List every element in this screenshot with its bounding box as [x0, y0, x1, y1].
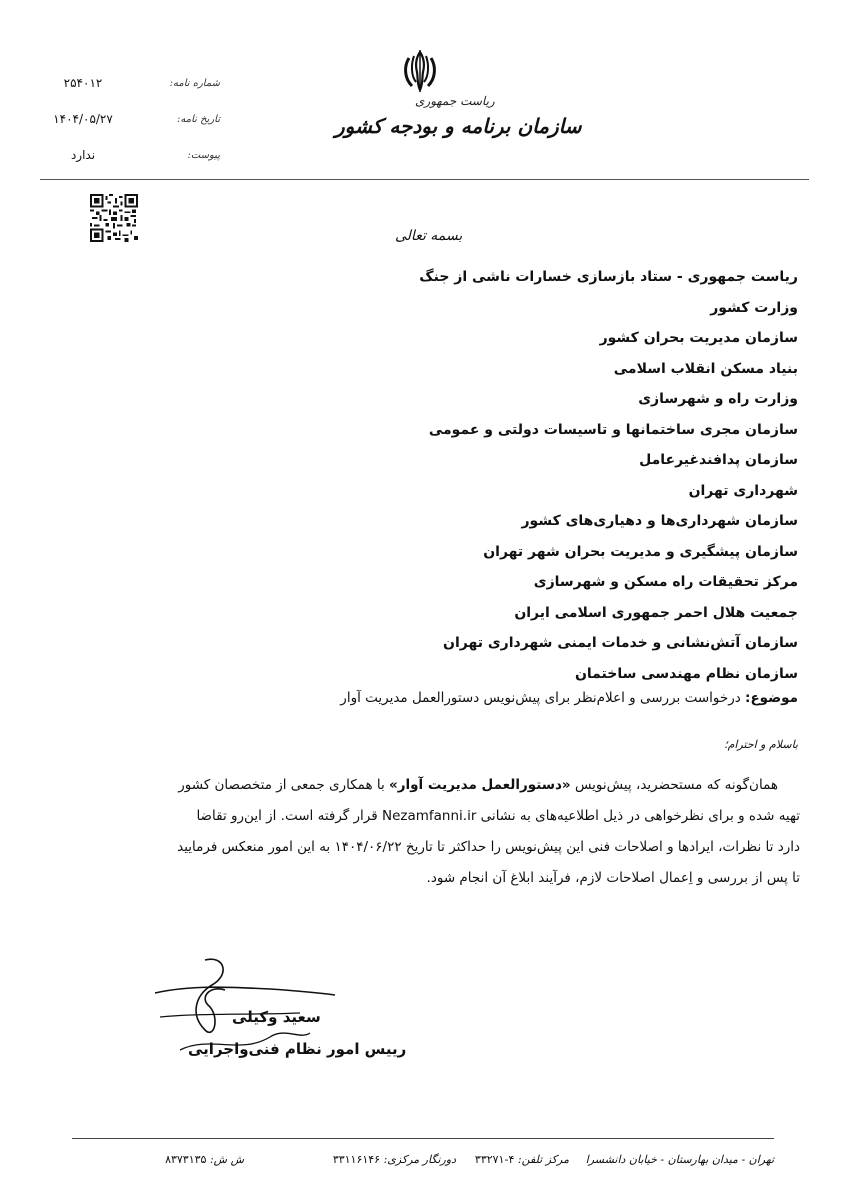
- phone-label: مرکز تلفن:: [517, 1153, 569, 1166]
- body-line: دارد تا نظرات، ایرادها و اصلاحات فنی این پیش‌نویس را حداکثر تا تاریخ ۱۴۰۴/۰۶/۲۲ به این امور منعکس فرمایید: [177, 839, 800, 855]
- qr-code-icon: [90, 194, 138, 242]
- recipient-item: مرکز تحقیقات راه مسکن و شهرسازی: [533, 574, 798, 590]
- letter-meta: [40, 78, 220, 186]
- recipient-item: سازمان شهرداری‌ها و دهیاری‌های کشور: [521, 513, 798, 529]
- meta-date-row: [40, 114, 220, 150]
- letter-date-label: تاریخ نامه:: [177, 114, 220, 125]
- footer-address: تهران - میدان بهارستان - خیابان دانشسرا: [585, 1153, 774, 1166]
- attachment-value: ندارد: [70, 148, 96, 162]
- recipient-item: وزارت راه و شهرسازی: [638, 391, 798, 407]
- header-divider: [40, 179, 809, 180]
- document-title-emphasis: «دستورالعمل مدیریت آوار»: [389, 777, 571, 793]
- phone-value: ۴-۳۳۲۷۱: [474, 1153, 515, 1166]
- national-emblem-icon: [400, 48, 440, 94]
- recipient-item: ریاست جمهوری - ستاد بازسازی خسارات ناشی از جنگ: [419, 269, 798, 285]
- body-text-fragment: با همکاری جمعی از متخصصان کشور: [178, 777, 390, 793]
- recipient-item: سازمان پدافندغیرعامل: [639, 452, 798, 468]
- recipient-item: شهرداری تهران: [688, 482, 798, 499]
- footer-id: [165, 1153, 244, 1166]
- org-parent-name: ریاست جمهوری: [415, 94, 495, 108]
- greeting: باسلام و احترام؛: [724, 738, 798, 751]
- letter-body: [58, 770, 800, 894]
- body-line: تا پس از بررسی و اِعمال اصلاحات لازم، فرآیند ابلاغ آن انجام شود.: [426, 870, 800, 886]
- fax-label: دورنگار مرکزی:: [383, 1153, 456, 1166]
- recipient-item: جمعیت هلال احمر جمهوری اسلامی ایران: [514, 604, 798, 621]
- footer-phone: [475, 1153, 569, 1166]
- body-text-fragment: همان‌گونه که مستحضرید، پیش‌نویس: [570, 777, 778, 793]
- footer-divider: [72, 1138, 774, 1139]
- id-label: ش ش:: [209, 1153, 244, 1166]
- meta-attachment-row: [40, 150, 220, 186]
- meta-number-row: [40, 78, 220, 114]
- recipient-item: سازمان پیشگیری و مدیریت بحران شهر تهران: [483, 543, 798, 560]
- letter-date-value: ۱۴۰۴/۰۵/۲۷: [53, 112, 113, 126]
- attachment-label: پیوست:: [187, 150, 220, 161]
- subject-line: [78, 690, 798, 706]
- recipient-item: سازمان آتش‌نشانی و خدمات ایمنی شهرداری تهران: [443, 635, 798, 651]
- letter-number-label: شماره نامه:: [169, 78, 220, 89]
- fax-value: ۳۳۱۱۶۱۴۶: [332, 1153, 381, 1166]
- recipients-list: [98, 262, 798, 689]
- recipient-item: بنیاد مسکن انقلاب اسلامی: [613, 360, 798, 377]
- recipient-item: سازمان نظام مهندسی ساختمان: [574, 665, 798, 682]
- footer-fax: [333, 1153, 456, 1166]
- letter-footer: [72, 1153, 774, 1177]
- body-line: [58, 770, 800, 801]
- recipient-item: سازمان مدیریت بحران کشور: [599, 330, 798, 346]
- signer-title: رییس امور نظام فنی‌واجرایی: [188, 1040, 407, 1058]
- id-value: ۸۳۷۳۱۳۵: [165, 1153, 207, 1166]
- subject-label: موضوع:: [745, 690, 798, 706]
- subject-text: درخواست بررسی و اعلام‌نظر برای پیش‌نویس دستورالعمل مدیریت آوار: [340, 690, 741, 706]
- letter-number-value: ۲۵۴۰۱۲: [63, 76, 103, 90]
- signer-name: سعید وکیلی: [232, 1008, 321, 1026]
- recipient-item: سازمان مجری ساختمانها و تاسیسات دولتی و عمومی: [428, 421, 798, 438]
- bismillah-heading: بسمه تعالی: [395, 228, 463, 244]
- recipient-item: وزارت کشور: [710, 299, 798, 316]
- org-name: سازمان برنامه و بودجه کشور: [335, 114, 582, 138]
- body-line: تهیه شده و برای نظرخواهی در ذیل اطلاعیه‌های به نشانی Nezamfanni.ir قرار گرفته است. از این‌رو تقاضا: [196, 808, 800, 824]
